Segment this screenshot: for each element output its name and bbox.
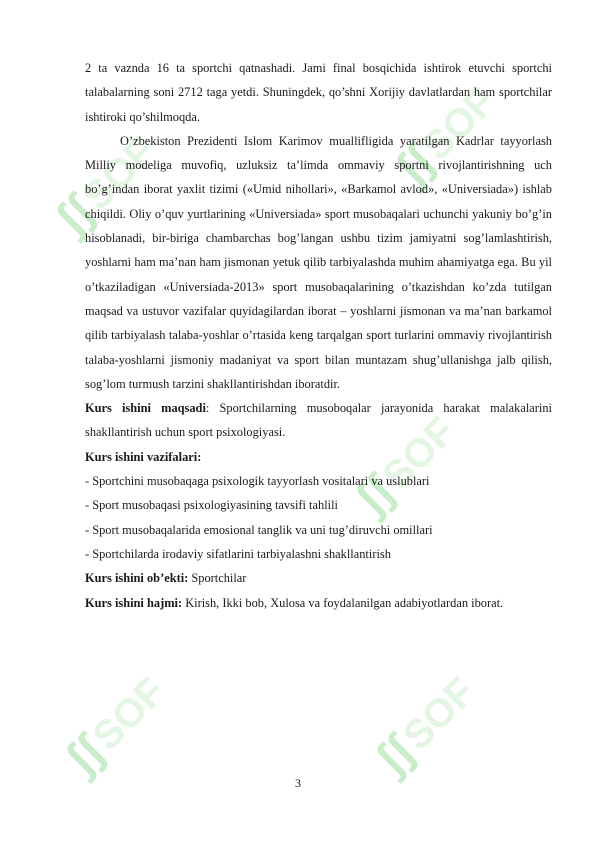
- object-label: Kurs ishini ob’ekti:: [85, 571, 189, 586]
- paragraph-intro: 2 ta vaznda 16 ta sportchi qatnashadi. Jami final bosqichida ishtirok etuvchi sportchi talabalarning soni 2712 taga yetdi. Shuningdek, qo’shni Xorijiy davlatlardan ham sportchilar ishtiroki qo’shilmoqda.: [85, 61, 552, 124]
- paragraph-volume: [85, 591, 552, 615]
- tasks-heading: Kurs ishini vazifalari:: [85, 449, 202, 464]
- document-body: [85, 56, 552, 615]
- paragraph-main: O’zbekiston Prezidenti Islom Karimov muallifligida yaratilgan Kadrlar tayyorlash Milliy modeliga muvofiq, uzluksiz ta’limda ommaviy sportni rivojlantirishning uch bo’g’indan iborat yaxlit tizimi («Umid nihollari», «Barkamol avlod», «Universiada») ishlab chiqildi. Oliy o’quv yurtlarining «Universiada» sport musobaqalari uchunchi yakuniy bo’g’in hisoblanadi, bir-biriga chambarchas bog’langan ushbu tizim jamiyatni sog’lamlashtirish, yoshlarni ham ma’nan ham jismonan yetuk qilib tarbiyalashda muhim ahamiyatga ega. Bu yil o’tkaziladigan «Universiada-2013» sport musobaqalarining o’tkazishdan ko’zda tutilgan maqsad va ustuvor vazifalar quyidagilardan iborat – yoshlarni jismonan va ma’nan barkamol qilib tarbiyalash talaba-yoshlar o’rtasida keng tarqalgan sport turlarini ommaviy rivojlantirish talaba-yoshlarni jismoniy madaniyat va sport bilan muntazam shug’ullanishga jalb qilish, sog’lom turmush tarzini shakllantirishdan iboratdir.: [85, 133, 552, 391]
- aim-text: : Sportchilarning musoboqalar jarayonida harakat malakalarini shakllantirish uchun sport psixologiyasi.: [85, 401, 552, 440]
- task-item: - Sportchilarda irodaviy sifatlarini tarbiyalashni shakllantirish: [85, 546, 391, 561]
- watermark-logo: ʃʃSOF: [385, 79, 504, 194]
- watermark-logo: ʃʃSOF: [365, 669, 484, 784]
- paragraph-aim: [85, 396, 552, 445]
- aim-label: Kurs ishini maqsadi: [85, 401, 206, 416]
- page-number: 3: [295, 776, 301, 790]
- task-item: - Sport musobaqasi psixologiyasining tavsifi tahlili: [85, 498, 338, 513]
- volume-label: Kurs ishini hajmi:: [85, 595, 183, 610]
- task-item: - Sportchini musobaqaga psixologik tayyorlash vositalari va uslublari: [85, 474, 430, 489]
- task-item: - Sport musobaqalarida emosional tanglik va uni tug’diruvchi omillari: [85, 522, 433, 537]
- object-text: Sportchilar: [188, 571, 247, 586]
- volume-text: Kirish, Ikki bob, Xulosa va foydalanilgan adabiyotlardan iborat.: [182, 595, 504, 610]
- watermark-logo: ʃʃSOF: [345, 409, 464, 524]
- paragraph-object: [85, 566, 552, 590]
- watermark-logo: ʃʃSOF: [45, 129, 164, 244]
- watermark-logo: ʃʃSOF: [55, 669, 174, 784]
